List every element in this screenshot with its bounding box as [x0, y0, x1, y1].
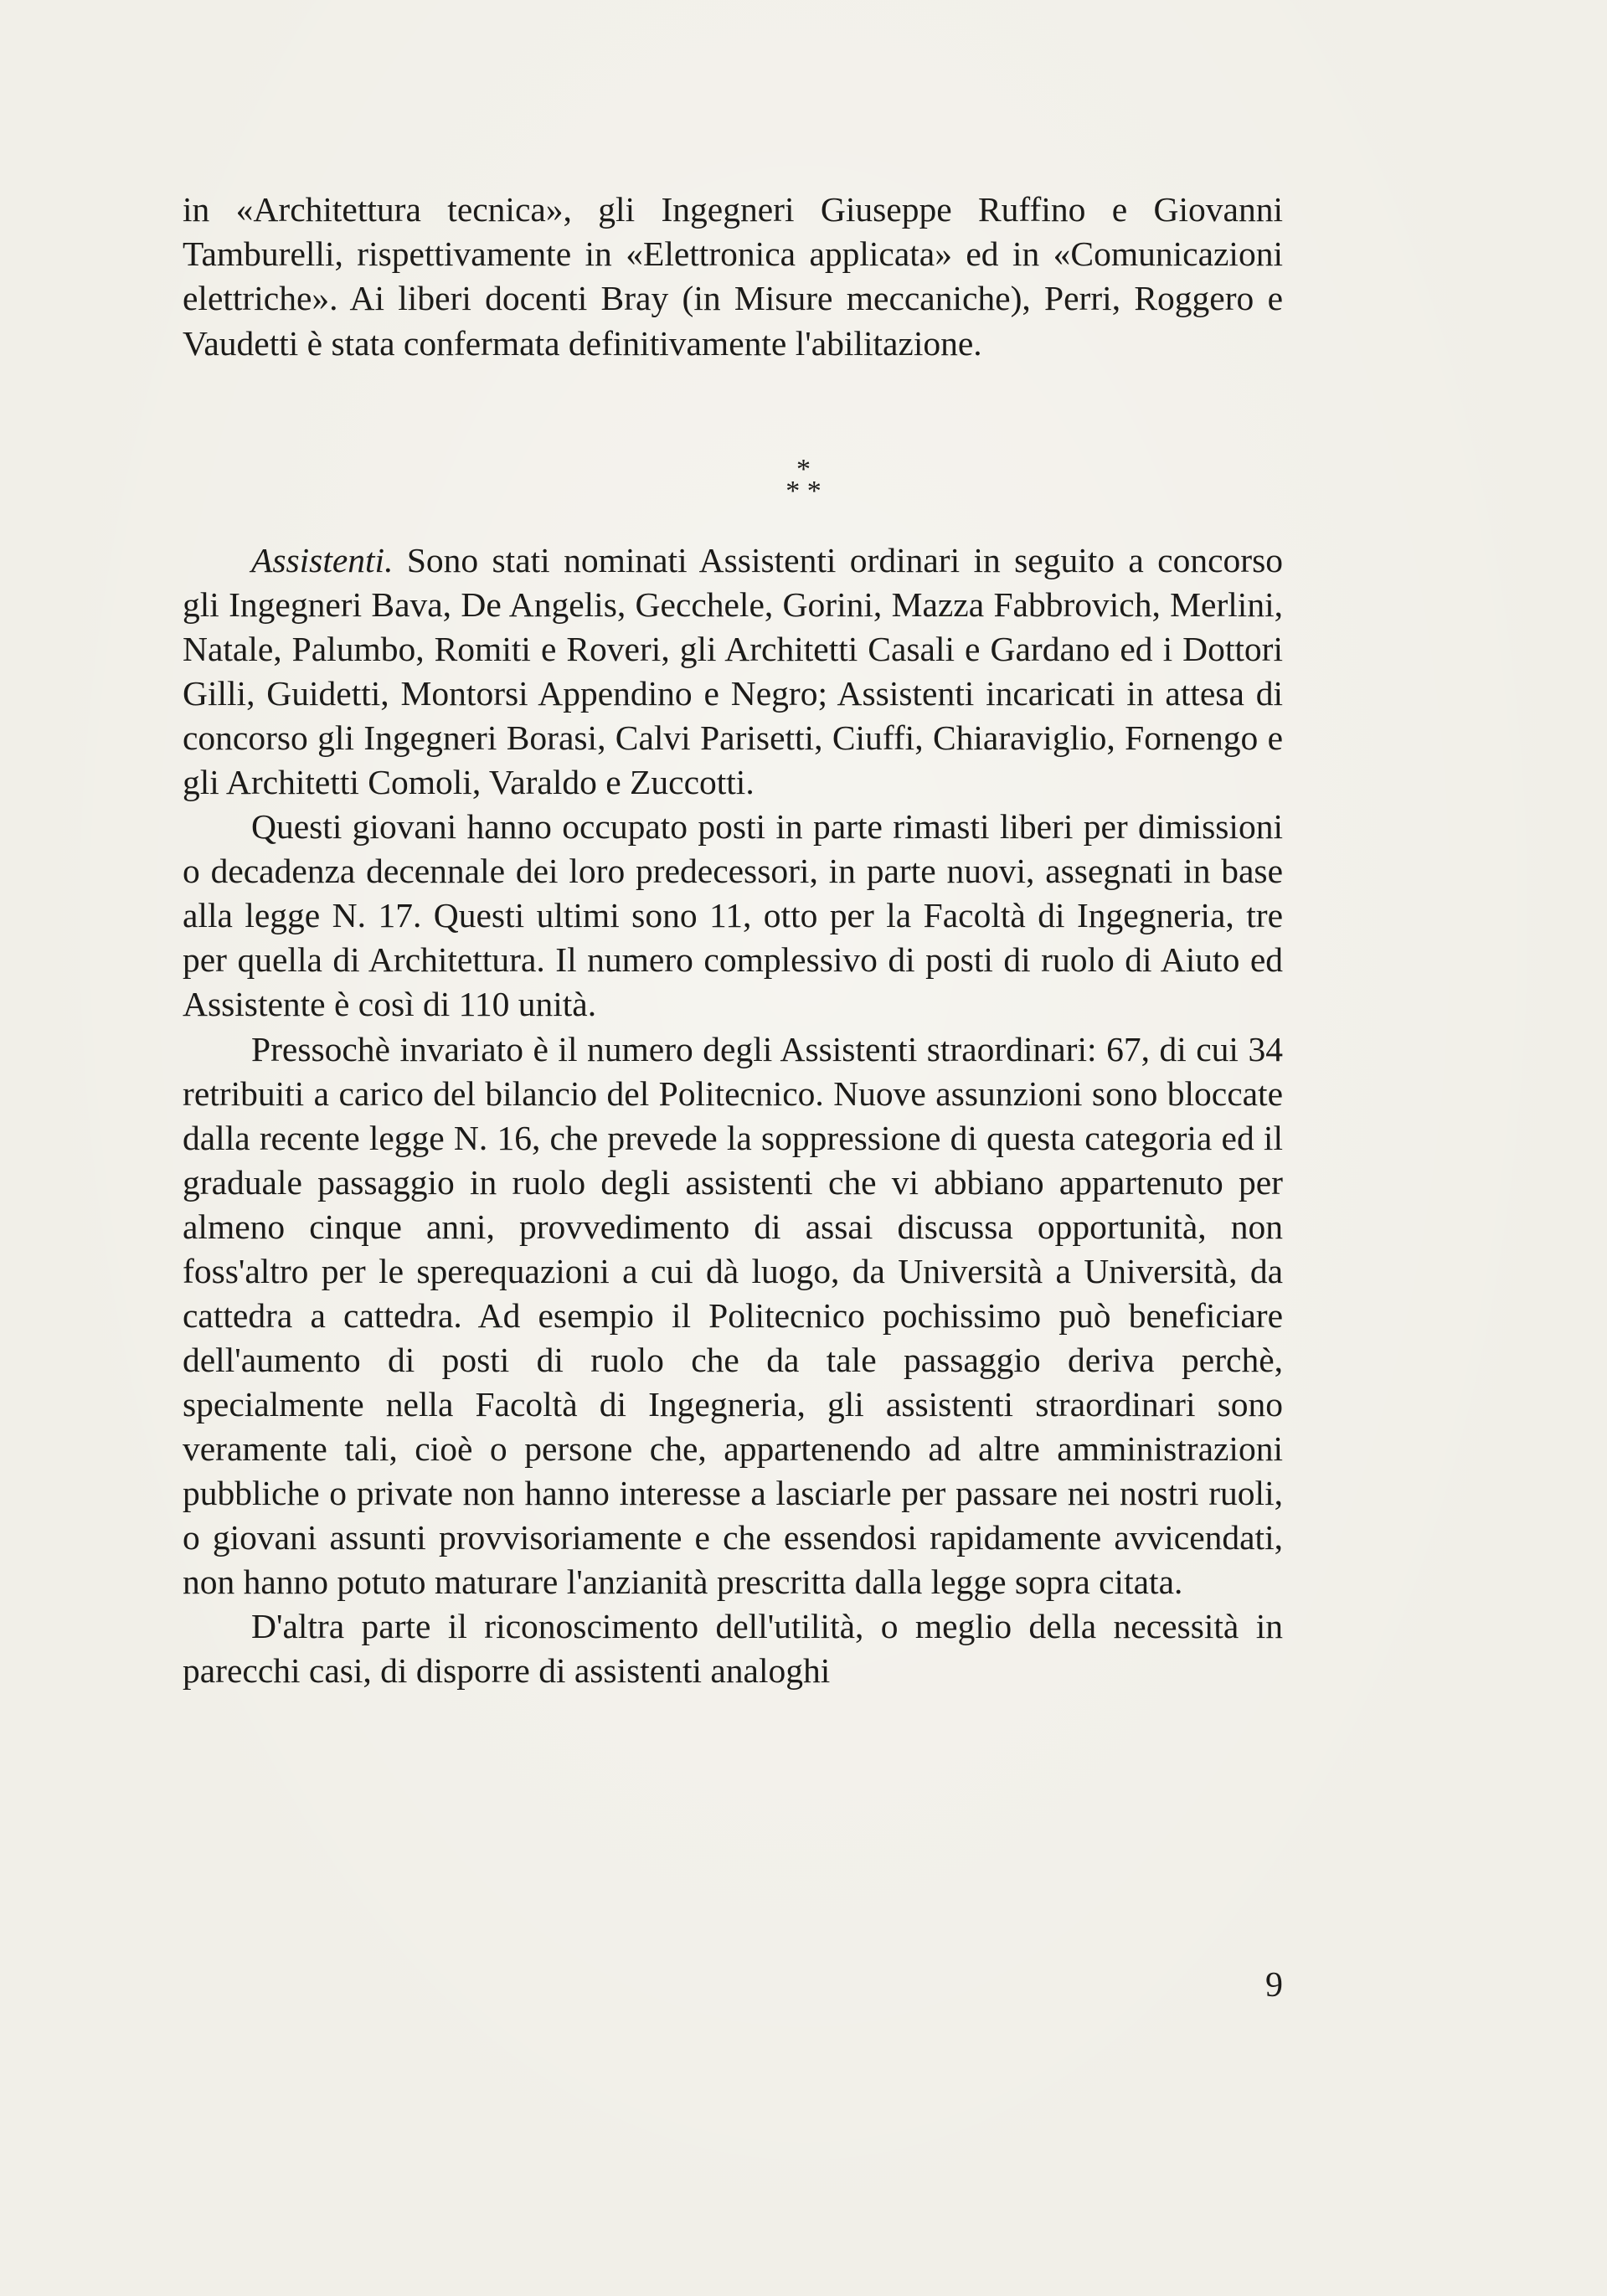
section-heading-assistenti: Assistenti. [251, 541, 394, 579]
paragraph-posti-occupati: Questi giovani hanno occupato posti in parte rimasti liberi per dimissioni o decadenza decennale dei loro predecessori, in parte nuovi, assegnati in base alla legge N. 17. Questi ultimi sono 11, otto per la Facoltà di Ingegneria, tre per quella di Architettura. Il numero complessivo di posti di ruolo di Aiuto ed Assistente è così di 110 unità. [183, 807, 1283, 1024]
page-number: 9 [1265, 1966, 1283, 2005]
paragraph-assistenti-straordinari: Pressochè invariato è il numero degli Assistenti straordinari: 67, di cui 34 retribuiti a carico del bilancio del Politecnico. Nuove assunzioni sono bloccate dalla recente legge N. 16, che prevede la soppressione di questa categoria ed il graduale passaggio in ruolo degli assistenti che vi abbiano appartenuto per almeno cinque anni, provvedimento di assai discussa opportunità, non foss'altro per le sperequazioni a cui dà luogo, da Università a Università, da cattedra a cattedra. Ad esempio il Politecnico pochissimo può beneficiare dell'aumento di posti di ruolo che da tale passaggio deriva perchè, specialmente nella Facoltà di Ingegneria, gli assistenti straordinari sono veramente tali, cioè o persone che, appartenendo ad altre amministrazioni pubbliche o private non hanno interesse a lasciarle per passare nei nostri ruoli, o giovani assunti provvisoriamente e che essendosi rapidamente avvicendati, non hanno potuto maturare l'anzianità prescritta dalla legge sopra citata. [183, 1029, 1283, 1602]
paragraph-assistenti-body: Sono stati nominati Assistenti ordinari in seguito a concorso gli Ingegneri Bava, De Angelis, Gecchele, Gorini, Mazza Fabbrovich, Merlini, Natale, Palumbo, Romiti e Roveri, gli Architetti Casali e Gardano ed i Dottori Gilli, Guidetti, Montorsi Appendino e Negro; Assistenti incaricati in attesa di concorso gli Ingegneri Borasi, Calvi Parisetti, Ciuffi, Chiaraviglio, Fornengo e gli Architetti Comoli, Varaldo e Zuccotti. [183, 541, 1283, 802]
paragraph-faculty-appointments: in «Architettura tecnica», gli Ingegneri Giuseppe Ruffino e Giovanni Tamburelli, rispettivamente in «Elettronica applicata» ed in «Comunicazioni elettriche». Ai liberi docenti Bray (in Misure meccaniche), Perri, Roggero e Vaudetti è stata confermata definitivamente l'abilitazione. [183, 190, 1283, 363]
asterism-bottom: * * [785, 476, 822, 507]
paragraph-utilita-assistenti: D'altra parte il riconoscimento dell'utilità, o meglio della necessità in parecchi casi, di disporre di assistenti analoghi [183, 1607, 1283, 1691]
text-block-assistenti [183, 538, 1283, 1693]
section-separator [0, 454, 1607, 509]
asterism-top: * [796, 454, 811, 485]
text-block-top [183, 188, 1283, 366]
paragraph-assistenti-nominati [183, 538, 1283, 805]
